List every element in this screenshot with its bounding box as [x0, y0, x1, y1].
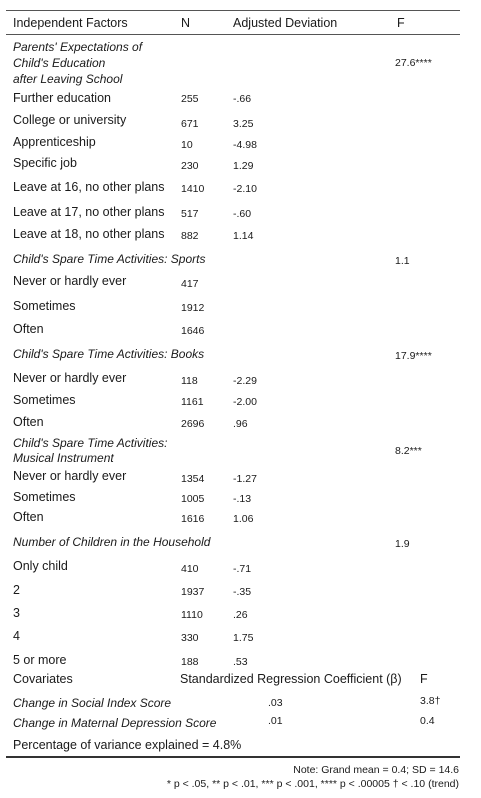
- header-adjusted-deviation: Adjusted Deviation: [233, 16, 338, 30]
- section-f-value: 1.9: [395, 538, 410, 550]
- row-deviation: -.71: [233, 563, 252, 575]
- row-label: 4: [13, 629, 20, 643]
- section-title: Child's Spare Time Activities:: [13, 436, 168, 450]
- covariate-f: 0.4: [420, 715, 435, 727]
- row-n: 1110: [181, 609, 203, 621]
- row-label: Only child: [13, 559, 68, 573]
- row-label: Often: [13, 322, 44, 336]
- row-n: 1161: [181, 396, 204, 408]
- row-label: Leave at 17, no other plans: [13, 205, 165, 219]
- row-label: Sometimes: [13, 393, 76, 407]
- header-rule: [6, 34, 460, 35]
- row-n: 230: [181, 160, 199, 172]
- row-n: 330: [181, 632, 199, 644]
- note-grand-mean: Note: Grand mean = 0.4; SD = 14.6: [293, 764, 459, 776]
- row-label: Never or hardly ever: [13, 469, 127, 483]
- row-n: 1646: [181, 325, 205, 337]
- header-independent-factors: Independent Factors: [13, 16, 128, 30]
- row-label: Further education: [13, 91, 111, 105]
- row-n: 1912: [181, 302, 205, 314]
- row-n: 255: [181, 93, 199, 105]
- row-label: Often: [13, 415, 44, 429]
- variance-explained: Percentage of variance explained = 4.8%: [13, 738, 242, 752]
- row-n: 1005: [181, 493, 205, 505]
- coefficient-header: Standardized Regression Coefficient (β): [180, 672, 402, 686]
- row-deviation: .53: [233, 656, 248, 668]
- row-label: College or university: [13, 113, 127, 127]
- covariates-f-header: F: [420, 672, 428, 686]
- covariates-label: Covariates: [13, 672, 73, 686]
- covariate-f: 3.8†: [420, 695, 441, 707]
- section-title: after Leaving School: [13, 72, 123, 86]
- row-label: Never or hardly ever: [13, 371, 127, 385]
- covariate-coefficient: .01: [268, 715, 283, 727]
- row-n: 1616: [181, 513, 205, 525]
- row-label: Leave at 18, no other plans: [13, 227, 165, 241]
- row-deviation: -2.29: [233, 375, 257, 387]
- row-n: 118: [181, 375, 198, 387]
- table-top-rule: [6, 10, 460, 11]
- row-label: 5 or more: [13, 653, 67, 667]
- row-n: 410: [181, 563, 199, 575]
- row-deviation: 1.75: [233, 632, 254, 644]
- section-title: Musical Instrument: [13, 451, 114, 465]
- row-label: 2: [13, 583, 20, 597]
- note-significance: * p < .05, ** p < .01, *** p < .001, **** p < .00005 † < .10 (trend): [166, 778, 459, 790]
- row-label: Apprenticeship: [13, 135, 96, 149]
- row-label: Never or hardly ever: [13, 274, 127, 288]
- row-deviation: -2.00: [233, 396, 257, 408]
- covariate-coefficient: .03: [268, 697, 283, 709]
- row-deviation: -4.98: [233, 139, 257, 151]
- covariate-label: Change in Maternal Depression Score: [13, 716, 217, 730]
- row-n: 1354: [181, 473, 205, 485]
- section-title: Child's Spare Time Activities: Sports: [13, 252, 206, 266]
- row-n: 671: [181, 118, 199, 130]
- row-label: Specific job: [13, 156, 77, 170]
- section-title: Child's Spare Time Activities: Books: [13, 347, 205, 361]
- row-deviation: -.35: [233, 586, 252, 598]
- row-n: 2696: [181, 418, 205, 430]
- section-title: Parents' Expectations of: [13, 40, 143, 54]
- covariate-label: Change in Social Index Score: [13, 696, 172, 710]
- row-deviation: -.60: [233, 208, 252, 220]
- header-f: F: [397, 16, 405, 30]
- section-f-value: 17.9****: [395, 350, 432, 362]
- row-n: 10: [181, 139, 193, 151]
- row-label: Sometimes: [13, 490, 76, 504]
- section-title: Number of Children in the Household: [13, 535, 211, 549]
- section-f-value: 8.2***: [395, 445, 422, 457]
- header-n: N: [181, 16, 191, 30]
- row-deviation: 1.29: [233, 160, 254, 172]
- row-deviation: 3.25: [233, 118, 254, 130]
- section-f-value: 27.6****: [395, 57, 432, 69]
- section-f-value: 1.1: [395, 255, 410, 267]
- row-label: Sometimes: [13, 299, 76, 313]
- row-n: 882: [181, 230, 199, 242]
- section-title: Child's Education: [13, 56, 106, 70]
- row-deviation: -2.10: [233, 183, 257, 195]
- table-bottom-rule: [6, 756, 460, 758]
- row-deviation: 1.14: [233, 230, 254, 242]
- row-deviation: 1.06: [233, 513, 254, 525]
- row-deviation: -.13: [233, 493, 252, 505]
- row-deviation: -1.27: [233, 473, 257, 485]
- row-n: 188: [181, 656, 199, 668]
- row-n: 517: [181, 208, 199, 220]
- row-deviation: .26: [233, 609, 248, 621]
- row-deviation: .96: [233, 418, 248, 430]
- row-n: 1410: [181, 183, 205, 195]
- row-label: Often: [13, 510, 44, 524]
- row-deviation: -.66: [233, 93, 252, 105]
- row-n: 417: [181, 278, 199, 290]
- row-label: 3: [13, 606, 20, 620]
- row-label: Leave at 16, no other plans: [13, 180, 165, 194]
- row-n: 1937: [181, 586, 205, 598]
